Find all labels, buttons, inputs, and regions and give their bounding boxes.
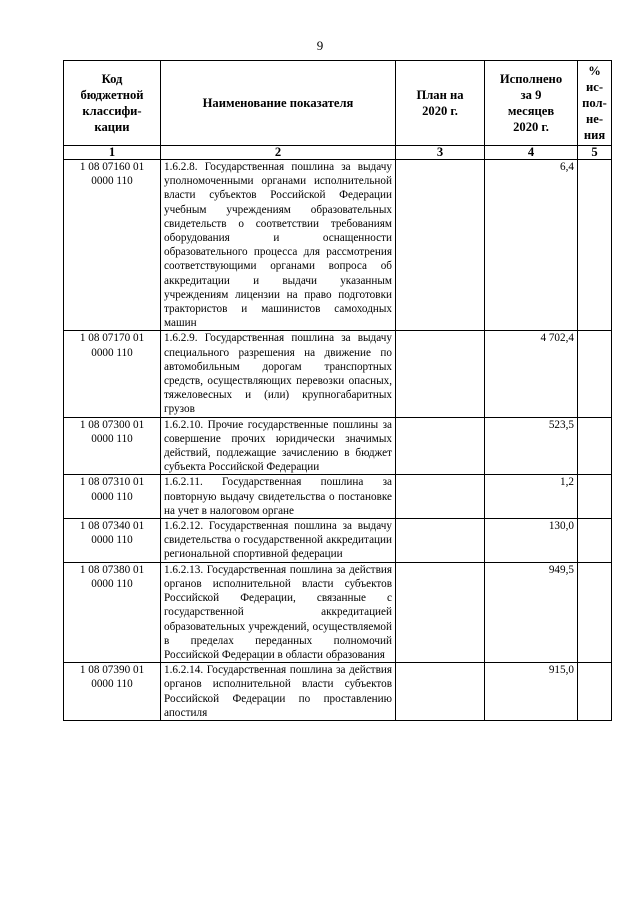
column-number: 1 xyxy=(64,146,161,160)
table-header-row xyxy=(64,61,612,146)
table-row xyxy=(64,475,612,519)
header-percent: % ис- пол- не- ния xyxy=(578,61,612,146)
percent-cell xyxy=(578,160,612,331)
budget-code-cell: 1 08 07170 01 0000 110 xyxy=(64,331,161,417)
executed-cell: 915,0 xyxy=(485,663,578,721)
table-row xyxy=(64,562,612,662)
executed-cell: 4 702,4 xyxy=(485,331,578,417)
indicator-name-cell: 1.6.2.14. Государственная пошлина за действия органов исполнительной власти субъектов Российской Федерации по проставлению апостиля xyxy=(161,663,396,721)
budget-code-cell: 1 08 07310 01 0000 110 xyxy=(64,475,161,519)
table-row xyxy=(64,417,612,475)
header-budget-code: Код бюджетной классифи- кации xyxy=(64,61,161,146)
indicator-name-cell: 1.6.2.9. Государственная пошлина за выдачу специального разрешения на движение по автомобильным дорогам транспортных средств, осуществляющих перевозки опасных, тяжеловесных и (или) крупногабаритных грузов xyxy=(161,331,396,417)
executed-cell: 1,2 xyxy=(485,475,578,519)
percent-cell xyxy=(578,475,612,519)
budget-execution-table xyxy=(63,60,612,721)
plan-cell xyxy=(396,562,485,662)
budget-code-cell: 1 08 07380 01 0000 110 xyxy=(64,562,161,662)
plan-cell xyxy=(396,160,485,331)
plan-cell xyxy=(396,331,485,417)
executed-cell: 949,5 xyxy=(485,562,578,662)
indicator-name-cell: 1.6.2.12. Государственная пошлина за выдачу свидетельства о государственной аккредитации региональной спортивной федерации xyxy=(161,519,396,563)
percent-cell xyxy=(578,562,612,662)
plan-cell xyxy=(396,519,485,563)
table-row xyxy=(64,663,612,721)
page-number: 9 xyxy=(316,38,324,53)
column-number: 2 xyxy=(161,146,396,160)
executed-cell: 130,0 xyxy=(485,519,578,563)
percent-cell xyxy=(578,519,612,563)
percent-cell xyxy=(578,417,612,475)
table-row xyxy=(64,160,612,331)
column-number: 4 xyxy=(485,146,578,160)
column-number-row xyxy=(64,146,612,160)
budget-code-cell: 1 08 07390 01 0000 110 xyxy=(64,663,161,721)
table-row xyxy=(64,331,612,417)
header-indicator-name: Наименование показателя xyxy=(161,61,396,146)
plan-cell xyxy=(396,417,485,475)
executed-cell: 523,5 xyxy=(485,417,578,475)
indicator-name-cell: 1.6.2.11. Государственная пошлина за повторную выдачу свидетельства о постановке на учет в налоговом органе xyxy=(161,475,396,519)
plan-cell xyxy=(396,475,485,519)
column-number: 3 xyxy=(396,146,485,160)
percent-cell xyxy=(578,663,612,721)
budget-code-cell: 1 08 07340 01 0000 110 xyxy=(64,519,161,563)
executed-cell: 6,4 xyxy=(485,160,578,331)
column-number: 5 xyxy=(578,146,612,160)
budget-code-cell: 1 08 07300 01 0000 110 xyxy=(64,417,161,475)
budget-code-cell: 1 08 07160 01 0000 110 xyxy=(64,160,161,331)
plan-cell xyxy=(396,663,485,721)
percent-cell xyxy=(578,331,612,417)
indicator-name-cell: 1.6.2.10. Прочие государственные пошлины за совершение прочих юридически значимых действий, подлежащие зачислению в бюджет субъекта Российской Федерации xyxy=(161,417,396,475)
header-plan: План на 2020 г. xyxy=(396,61,485,146)
indicator-name-cell: 1.6.2.13. Государственная пошлина за действия органов исполнительной власти субъектов Российской Федерации, связанные с государственной аккредитацией образовательных учреждений, осуществляемой в пределах переданных полномочий Российской Федерации в области образования xyxy=(161,562,396,662)
header-executed: Исполнено за 9 месяцев 2020 г. xyxy=(485,61,578,146)
indicator-name-cell: 1.6.2.8. Государственная пошлина за выдачу уполномоченными органами исполнительной власти субъектов Российской Федерации учебным учреждениям образовательных свидетельств о соответствии требованиям оборудования и оснащенности образовательного процесса для рассмотрения соответствующими органами вопроса об аккредитации и выдачи указанным учреждениям лицензии на право подготовки трактористов и машинистов самоходных машин xyxy=(161,160,396,331)
table-row xyxy=(64,519,612,563)
